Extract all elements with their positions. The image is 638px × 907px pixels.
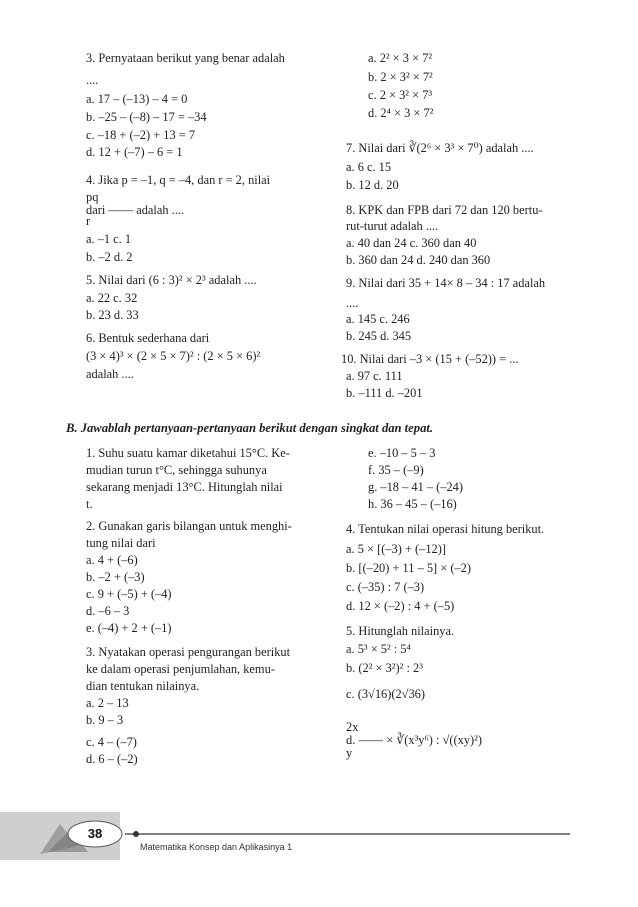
text-line: pq: [86, 190, 99, 204]
text-line: t.: [86, 497, 93, 511]
text-line: tung nilai dari: [86, 536, 156, 550]
text-line: 2x: [346, 720, 359, 734]
text-line: c. 9 + (–5) + (–4): [86, 587, 172, 601]
text-line: a. –1 c. 1: [86, 232, 132, 246]
text-line: r: [86, 214, 91, 228]
text-line: d. 2⁴ × 3 × 7²: [368, 106, 434, 120]
text-line: b. 12 d. 20: [346, 178, 399, 192]
text-line: ....: [346, 296, 359, 310]
text-line: b. –2 + (–3): [86, 570, 145, 584]
text-line: 9. Nilai dari 35 + 14× 8 – 34 : 17 adalah: [346, 276, 546, 290]
text-line: a. 145 c. 246: [346, 312, 410, 326]
text-line: 6. Bentuk sederhana dari: [86, 331, 210, 345]
text-line: 8. KPK dan FPB dari 72 dan 120 bertu-: [346, 203, 543, 217]
text-line: 5. Nilai dari (6 : 3)² × 2³ adalah ....: [86, 273, 257, 287]
text-line: e. (–4) + 2 + (–1): [86, 621, 172, 635]
text-line: d. –6 – 3: [86, 604, 130, 618]
text-line: dian tentukan nilainya.: [86, 679, 200, 693]
text-line: y: [346, 746, 353, 760]
text-line: b. –2 d. 2: [86, 250, 133, 264]
text-line: a. 40 dan 24 c. 360 dan 40: [346, 236, 477, 250]
text-line: 1. Suhu suatu kamar diketahui 15°C. Ke-: [86, 446, 290, 460]
text-line: d. 12 × (–2) : 4 + (–5): [346, 599, 455, 613]
text-line: e. –10 – 5 – 3: [368, 446, 436, 460]
text-line: a. 6 c. 15: [346, 160, 392, 174]
text-line: adalah ....: [86, 367, 134, 381]
text-line: b. 23 d. 33: [86, 308, 139, 322]
text-line: 4. Jika p = –1, q = –4, dan r = 2, nilai: [86, 173, 271, 187]
text-line: sekarang menjadi 13°C. Hitunglah nilai: [86, 480, 283, 494]
text-line: mudian turun t°C, sehingga suhunya: [86, 463, 267, 477]
text-line: ke dalam operasi penjumlahan, kemu-: [86, 662, 275, 676]
text-line: c. 2 × 3² × 7³: [368, 88, 433, 102]
text-line: d. 6 – (–2): [86, 752, 138, 766]
text-line: 2. Gunakan garis bilangan untuk menghi-: [86, 519, 292, 533]
text-line: 5. Hitunglah nilainya.: [346, 624, 455, 638]
text-line: b. (2² × 3²)² : 2³: [346, 661, 423, 675]
book-title: Matematika Konsep dan Aplikasinya 1: [140, 842, 293, 852]
text-line: a. 4 + (–6): [86, 553, 138, 567]
text-line: b. 2 × 3² × 7²: [368, 70, 433, 84]
text-line: d. 12 + (–7) – 6 = 1: [86, 145, 183, 159]
page-number: 38: [87, 826, 103, 841]
section-b-heading: B. Jawablah pertanyaan-pertanyaan berikut dengan singkat dan tepat.: [66, 421, 434, 435]
text-line: c. (3√16)(2√36): [346, 687, 425, 701]
text-line: a. 2 – 13: [86, 696, 129, 710]
text-line: (3 × 4)³ × (2 × 5 × 7)² : (2 × 5 × 6)²: [86, 349, 261, 363]
text-line: c. –18 + (–2) + 13 = 7: [86, 128, 196, 142]
text-line: 7. Nilai dari ∛(2⁶ × 3³ × 7⁰) adalah ....: [346, 141, 534, 155]
text-line: 3. Pernyataan berikut yang benar adalah: [86, 51, 285, 65]
text-line: d. —— × ∛(x³y⁶) : √((xy)²): [346, 733, 482, 747]
footer-bullet-icon: [133, 831, 139, 837]
text-line: 3. Nyatakan operasi pengurangan berikut: [86, 645, 291, 659]
text-line: c. 4 – (–7): [86, 735, 137, 749]
text-line: rut-turut adalah ....: [346, 219, 439, 233]
text-line: a. 5 × [(–3) + (–12)]: [346, 542, 446, 556]
text-line: a. 5³ × 5² : 5⁴: [346, 642, 411, 656]
text-line: g. –18 – 41 – (–24): [368, 480, 463, 494]
text-line: a. 97 c. 111: [346, 369, 403, 383]
text-line: b. –25 – (–8) – 17 = –34: [86, 110, 207, 124]
text-line: b. –111 d. –201: [346, 386, 423, 400]
text-line: a. 2² × 3 × 7²: [368, 51, 433, 65]
text-line: f. 35 – (–9): [368, 463, 424, 477]
text-line: dari —— adalah ....: [86, 203, 185, 217]
text-line: b. 245 d. 345: [346, 329, 412, 343]
text-line: ....: [86, 73, 99, 87]
text-line: c. (–35) : 7 (–3): [346, 580, 425, 594]
text-line: b. [(–20) + 11 – 5] × (–2): [346, 561, 472, 575]
text-line: b. 9 – 3: [86, 713, 124, 727]
text-line: 10. Nilai dari –3 × (15 + (–52)) = ...: [341, 352, 519, 366]
text-line: h. 36 – 45 – (–16): [368, 497, 457, 511]
text-line: b. 360 dan 24 d. 240 dan 360: [346, 253, 491, 267]
text-line: a. 17 – (–13) – 4 = 0: [86, 92, 188, 106]
text-line: 4. Tentukan nilai operasi hitung berikut.: [346, 522, 545, 536]
text-line: a. 22 c. 32: [86, 291, 138, 305]
